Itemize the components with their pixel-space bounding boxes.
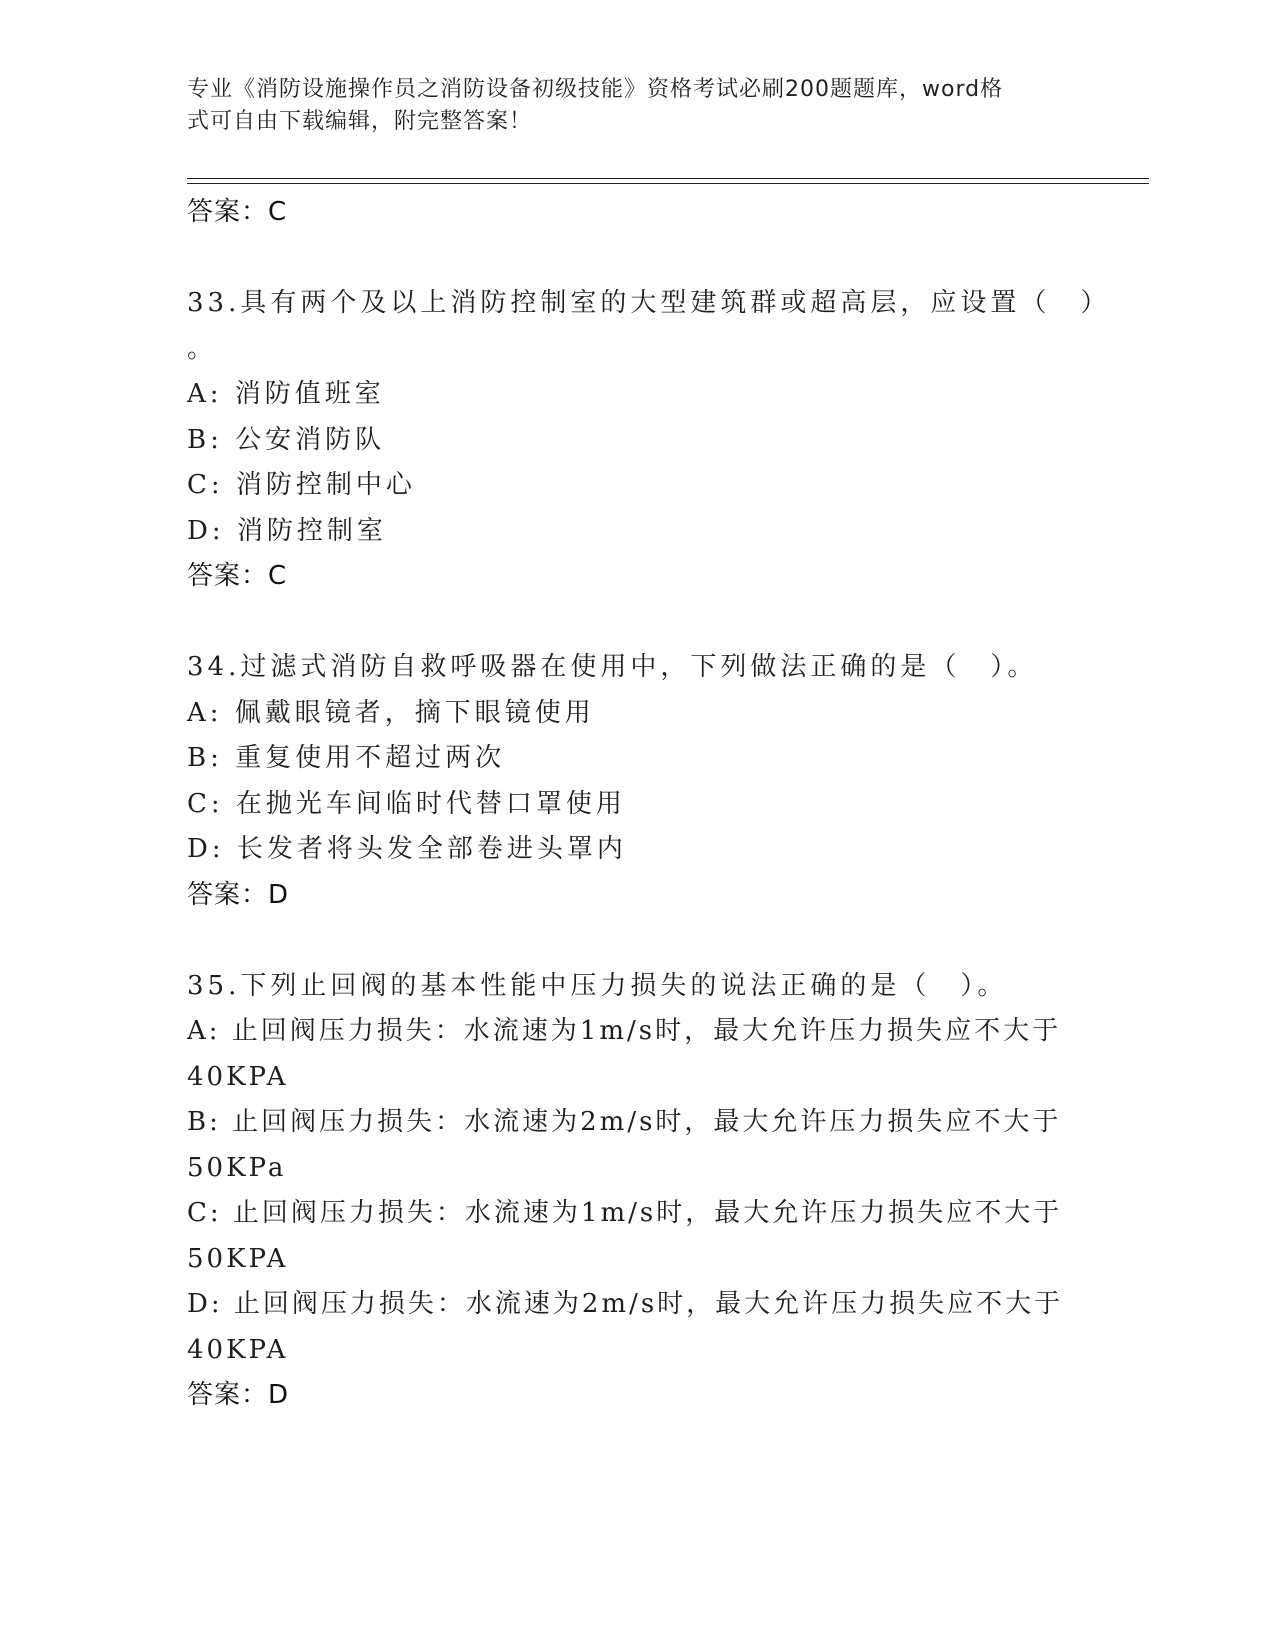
option-d-continuation: 40KPA — [187, 1334, 289, 1365]
question-stem: 35.下列止回阀的基本性能中压力损失的说法正确的是（ ）。 — [187, 970, 1008, 1001]
option-c: C: 在抛光车间临时代替口罩使用 — [187, 788, 626, 819]
header-line-2: 式可自由下载编辑，附完整答案！ — [187, 109, 533, 134]
option-b: B: 公安消防队 — [187, 424, 386, 455]
option-c-continuation: 50KPA — [187, 1243, 289, 1274]
answer: 答案：C — [187, 561, 288, 591]
question-stem-continuation: 。 — [187, 333, 218, 364]
option-a: A: 消防值班室 — [187, 379, 385, 409]
header-divider-bottom — [187, 183, 1149, 184]
option-d: D: 长发者将头发全部卷进头罩内 — [187, 834, 627, 864]
answer: 答案：D — [187, 879, 290, 910]
question-content — [187, 190, 1111, 1417]
question-34 — [187, 645, 1087, 917]
option-c: C: 止回阀压力损失：水流速为1m/s时，最大允许压力损失应不大于 — [187, 1198, 1063, 1228]
answer-previous: 答案：C — [187, 197, 288, 227]
option-a: A: 佩戴眼镜者，摘下眼镜使用 — [187, 697, 595, 728]
option-a-continuation: 40KPA — [187, 1061, 289, 1092]
document-header — [187, 74, 1067, 138]
header-divider-top — [187, 178, 1149, 179]
question-stem: 33.具有两个及以上消防控制室的大型建筑群或超高层，应设置（ ） — [187, 288, 1111, 318]
option-a: A: 止回阀压力损失：水流速为1m/s时，最大允许压力损失应不大于 — [187, 1016, 1062, 1046]
option-d: D: 消防控制室 — [187, 515, 387, 546]
question-35 — [187, 964, 1087, 1418]
option-d: D: 止回阀压力损失：水流速为2m/s时，最大允许压力损失应不大于 — [187, 1289, 1064, 1319]
answer: 答案：D — [187, 1380, 290, 1410]
option-c: C: 消防控制中心 — [187, 470, 416, 500]
header-line-1: 专业《消防设施操作员之消防设备初级技能》资格考试必刷200题题库，word格 — [187, 77, 1004, 102]
option-b: B: 止回阀压力损失：水流速为2m/s时，最大允许压力损失应不大于 — [187, 1107, 1062, 1137]
option-b-continuation: 50KPa — [187, 1152, 287, 1183]
option-b: B: 重复使用不超过两次 — [187, 743, 506, 773]
question-33 — [187, 281, 1111, 598]
question-stem: 34.过滤式消防自救呼吸器在使用中，下列做法正确的是（ ）。 — [187, 652, 1038, 682]
